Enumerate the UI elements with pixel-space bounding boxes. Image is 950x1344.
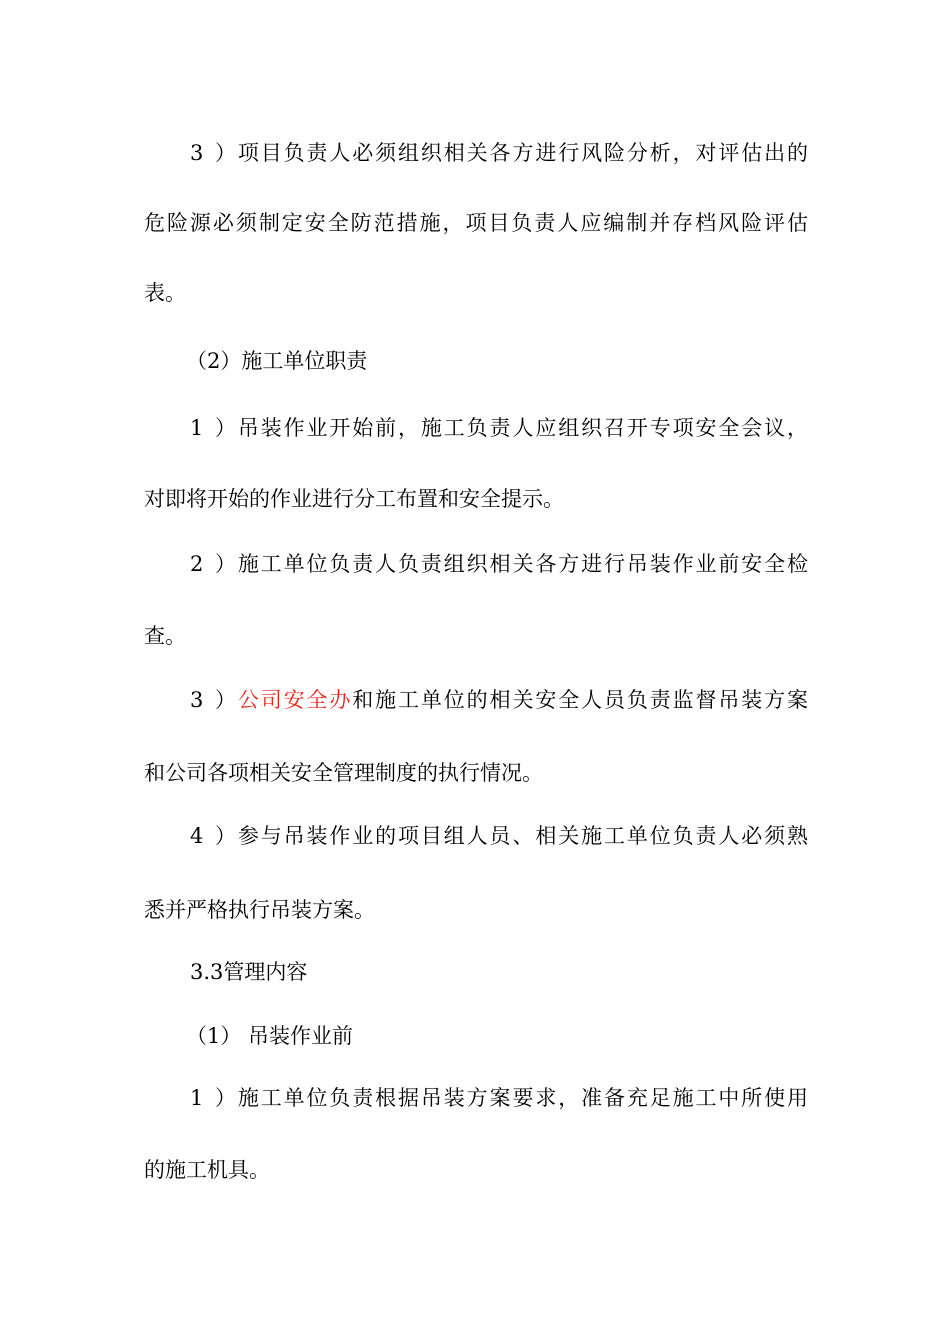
list-number: 3） [190, 141, 236, 165]
paragraph-line [190, 686, 808, 714]
paragraph-text: 吊装作业开始前，施工负责人应组织召开专项安全会议， [236, 416, 808, 440]
paragraph-text: 和施工单位的相关安全人员负责监督吊装方案 [352, 688, 808, 712]
paragraph-text: 施工单位负责根据吊装方案要求，准备充足施工中所使用 [236, 1086, 808, 1110]
paragraph-line [190, 822, 808, 850]
section-heading: （2）施工单位职责 [186, 349, 368, 373]
subsection-heading: （1） 吊装作业前 [186, 1024, 354, 1048]
paragraph-line: 表。 [144, 281, 186, 305]
highlighted-text: 公司安全办 [236, 688, 353, 712]
list-number: 1） [190, 1086, 236, 1110]
paragraph-text: 项目负责人必须组织相关各方进行风险分析，对评估出的 [236, 141, 808, 165]
paragraph-line [190, 139, 808, 167]
list-number: 2） [190, 552, 236, 576]
list-number: 1） [190, 416, 236, 440]
paragraph-line: 的施工机具。 [144, 1158, 270, 1182]
section-heading: 3.3管理内容 [190, 960, 308, 984]
paragraph-line: 查。 [144, 624, 186, 648]
list-number: 3） [190, 688, 236, 712]
paragraph-line [190, 550, 808, 578]
paragraph-line: 对即将开始的作业进行分工布置和安全提示。 [144, 487, 564, 511]
paragraph-line [190, 1084, 808, 1112]
paragraph-text: 参与吊装作业的项目组人员、相关施工单位负责人必须熟 [236, 824, 808, 848]
paragraph-text: 施工单位负责人负责组织相关各方进行吊装作业前安全检 [236, 552, 808, 576]
paragraph-line: 危险源必须制定安全防范措施，项目负责人应编制并存档风险评估 [144, 211, 808, 235]
paragraph-line [190, 414, 808, 442]
paragraph-line: 和公司各项相关安全管理制度的执行情况。 [144, 761, 543, 785]
paragraph-line: 悉并严格执行吊装方案。 [144, 898, 375, 922]
list-number: 4） [190, 824, 236, 848]
